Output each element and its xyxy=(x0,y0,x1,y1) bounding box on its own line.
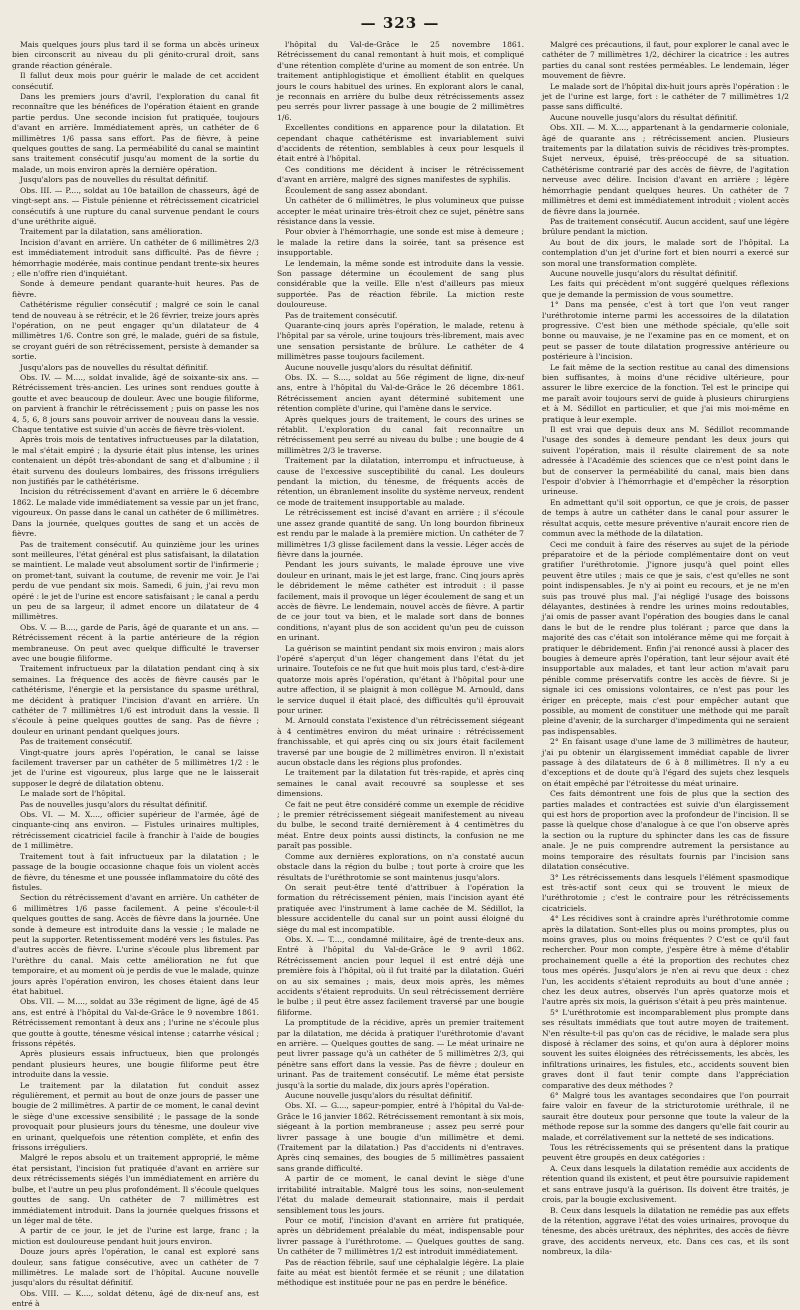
paragraph: Traitement par la dilatation, interrompu et infructueuse, à cause de l'excessive susceptibilité du canal. Les douleurs pendant la miction, du ténesme, de fréquents accès de rétention, un ébranlement insolite du système nerveux, rendent ce mode de traitement insupportable au malade. xyxy=(277,456,524,507)
paragraph: Quarante-cinq jours après l'opération, le malade, retenu à l'hôpital par sa vérole, urine toujours très-librement, mais avec une sensation persistante de brûlure. Le cathéter de 4 millimètres passe toujours facilement. xyxy=(277,320,524,362)
paragraph: Traitement tout à fait infructueux par la dilatation ; le passage de la bougie occasionne chaque fois un violent accès de fièvre, du ténesme et une poussée inflammatoire du côté des fistules. xyxy=(12,851,259,892)
paragraph: Le malade sort de l'hôpital dix-huit jours après l'opération : le jet de l'urine est large, fort : le cathéter de 7 millimètres 1/2 passe sans difficulté. xyxy=(542,81,789,112)
paragraph: 5° L'uréthrotomie est incomparablement plus prompte dans ses résultats immédiats que tout autre moyen de traitement. N'en résulte-t-il pas qu'on cas de récidive, le malade sera plus disposé à réclamer des soins, et qu'on aura à déplorer moins souvent les suites éloignées des rétrécissements, les abcès, les infiltrations urinaires, les fistules, etc., accidents souvent bien graves dont il faut tenir compte dans l'appréciation comparative des deux méthodes ? xyxy=(542,1007,789,1090)
paragraph: Un cathéter de 6 millimètres, le plus volumineux que puisse accepter le méat urinaire très-étroit chez ce sujet, pénètre sans résistance dans la vessie. xyxy=(277,196,524,226)
paragraph: Pas de traitement consécutif. Aucun accident, sauf une légère brûlure pendant la miction. xyxy=(542,216,789,237)
paragraph: Après trois mois de tentatives infructueuses par la dilatation, le mal s'était empiré ; la dysurie était plus intense, les urines contenaient un dépôt très-abondant de sang et d'albumine ; il était survenu des douleurs lombaires, des frissons irréguliers non justifiés par le cathétérisme. xyxy=(12,435,259,487)
paragraph: Cathétérisme régulier consécutif ; malgré ce soin le canal tend de nouveau à se rétrécir, et le 26 février, treize jours après l'opération, on ne peut engager qu'un dilatateur de 4 millimètres 1/6. Contre son gré, le malade, guéri de sa fistule, se croyant guéri de son rétrécissement, persiste à demander sa sortie. xyxy=(12,300,259,362)
paragraph: En admettant qu'il soit opportun, ce que je crois, de passer de temps à autre un cathéter dans le canal pour assurer le résultat acquis, cette mesure préventive n'aurait encore rien de commun avec la méthode de la dilatation. xyxy=(542,497,789,539)
text-column-right xyxy=(542,40,789,1257)
paragraph: Les faits qui précèdent m'ont suggéré quelques réflexions que je demande la permission de vous soumettre. xyxy=(542,279,789,299)
paragraph: Il est vrai que depuis deux ans M. Sédillot recommande l'usage des sondes à demeure pendant les deux jours qui suivent l'opération, mais il résulte clairement de sa note adressée à l'Académie des sciences que ce n'est point dans le but de conserver la perméabilité du canal, mais bien dans l'espoir d'obvier à l'hémorrhagie et d'empêcher la résorption urineuse. xyxy=(542,425,789,497)
paragraph: Aucune nouvelle jusqu'alors du résultat définitif. xyxy=(285,1091,473,1101)
paragraph: Pas de traitement consécutif. Au quinzième jour les urines sont meilleures, l'état général est plus satisfaisant, la dilatation se maintient. Le malade veut absolument sortir de l'infirmerie ; on promet-tant, suivant la coutume, de revenir me voir. Je l'ai perdu de vue pendant six mois. Samedi, 6 juin, j'ai revu mon opéré : le jet de l'urine est encore satisfaisant ; le canal a perdu un peu de sa largeur, il admet encore un dilatateur de 4 millimètres. xyxy=(12,539,259,622)
text-column-left xyxy=(12,40,260,1309)
paragraph: Le traitement par la dilatation fut très-rapide, et après cinq semaines le canal avait recouvré sa souplesse et ses dimensions. xyxy=(277,768,524,799)
paragraph: Obs. III. — P...., soldat au 10e bataillon de chasseurs, âgé de vingt-sept ans. — Fistule pénienne et rétrécissement cicatriciel consécutifs à une rupture du canal survenue pendant le cours d'une uréthrite aiguë. xyxy=(12,185,259,226)
paragraph: Malgré le repos absolu et un traitement approprié, le même état persistant, l'incision fut pratiquée d'avant en arrière sur deux rétrécissements siégés l'un immédiatement en arrière du bulbe, et l'autre un peu plus profondément. Il s'écoule quelques gouttes de sang. Un cathéter de 7 millimètres est immédiatement introduit. Dans la journée quelques frissons et un léger mal de tête. xyxy=(12,1153,259,1225)
paragraph: Incision du rétrécissement d'avant en arrière le 6 décembre 1862. Le malade vide immédiatement sa vessie par un jet franc, vigoureux. On passe dans le canal un cathéter de 6 millimètres. Dans la journée, quelques gouttes de sang et un accès de fièvre. xyxy=(12,487,260,539)
paragraph: Sonde à demeure pendant quarante-huit heures. Pas de fièvre. xyxy=(12,279,259,299)
paragraph: Incision d'avant en arrière. Un cathéter de 6 millimètres 2/3 est immédiatement introduit sans difficulté. Pas de fièvre ; hémorrhagie modérée, mais continue pendant trente-six heures ; elle n'offre rien d'inquiétant. xyxy=(12,237,259,278)
paragraph: 4° Les récidives sont à craindre après l'uréthrotomie comme après la dilatation. Sont-elles plus ou moins promptes, plus ou moins graves, plus ou moins fréquentes ? C'est ce qu'il faut rechercher. Pour mon compte, j'espère être à même d'établir prochainement quelle a été la proportion des rechutes chez tous mes opérés. Jusqu'alors je n'en ai revu que deux : chez l'un, les accidents s'étaient reproduits au bout d'une année ; chez les deux autres, observés l'un après quatorze mois et l'autre après six mois, la guérison s'était à peu près maintenue. xyxy=(542,914,789,1007)
paragraph: Pas de traitement consécutif. xyxy=(20,737,133,747)
page-number: — 323 — xyxy=(360,14,440,32)
paragraph: Dans les premiers jours d'avril, l'exploration du canal fit reconnaître que les bénéfices de l'opération étaient en grande partie perdus. Une seconde incision fut pratiquée, toujours d'avant en arrière. Immédiatement après, un cathéter de 6 millimètres 1/6 passa sans effort. Pas de fièvre, à peine quelques gouttes de sang. La perméabilité du canal se maintint sans traitement consécutif jusqu'au moment de la sortie du malade, un mois environ après la dernière opération. xyxy=(12,92,259,174)
paragraph: Ce fait ne peut être considéré comme un exemple de récidive ; le premier rétrécissement siégeait manifestement au niveau du bulbe, le second traité dernièrement à 4 centimètres du méat. Entre deux points aussi distincts, la confusion ne me paraît pas possible. xyxy=(277,799,524,851)
paragraph: Excellentes conditions en apparence pour la dilatation. Et cependant chaque cathétérisme est invariablement suivi d'accidents de rétention, semblables à ceux pour lesquels il était entré à l'hôpital. xyxy=(277,123,524,164)
paragraph: Le fait même de la section restitue au canal des dimensions bien suffisantes, à moins d'une récidive ultérieure, pour assurer le libre exercice de la fonction. Tel est le principe qui me paraît avoir toujours servi de guide à plusieurs chirurgiens et à M. Sédillot en particulier, et que j'ai mis moi-même en pratique à leur exemple. xyxy=(542,362,789,424)
paragraph: Obs. VI. — M. X...., officier supérieur de l'armée, âgé de cinquante-cinq ans environ. — Fistules urinaires multiples, rétrécissement cicatriciel facile à franchir à l'aide de bougies de 1 millimètre. xyxy=(12,810,259,851)
paragraph: Pendant les jours suivants, le malade éprouve une vive douleur en urinant, mais le jet est large, franc. Cinq jours après le débridement le même cathéter est introduit : il passe facilement, mais il provoque un léger écoulement de sang et un accès de fièvre. Le lendemain, nouvel accès de fièvre. A partir de ce jour tout va bien, et le malade sort dans de bonnes conditions, n'ayant plus de son accident qu'un peu de cuisson en urinant. xyxy=(277,560,524,643)
paragraph: Pour ce motif, l'incision d'avant en arrière fut pratiquée, après un débridement préalable du méat, indispensable pour livrer passage à l'uréthrotome. — Quelques gouttes de sang. Un cathéter de 7 millimètres 1/2 est introduit immédiatement. xyxy=(277,1215,524,1257)
paragraph: Mais quelques jours plus tard il se forma un abcès urineux bien circonscrit au niveau du pli génito-crural droit, sans grande réaction générale. xyxy=(12,40,259,70)
paragraph: Obs. XI. — G...., sapeur-pompier, entré à l'hôpital du Val-de-Grâce le 16 janvier 1862. Rétrécissement remontant à six mois, siégeant à la portion membraneuse ; assez peu serré pour livrer passage à une bougie d'un millimètre et demi. (Traitement par la dilatation.) Pas d'accidents ni d'entraves. Après cinq semaines, des bougies de 5 millimètres passaient sans grande difficulté. xyxy=(277,1101,524,1173)
paragraph: Obs. VII. — M...., soldat au 33e régiment de ligne, âgé de 45 ans, est entré à l'hôpital du Val-de-Grâce le 9 novembre 1861. Rétrécissement remontant à deux ans ; l'urine ne s'écoule plus que goutte à goutte, ténesme vésical intense ; catarrhe vésical ; frissons répétés. xyxy=(12,997,259,1048)
paragraph: Aucune nouvelle jusqu'alors du résultat définitif. xyxy=(550,112,738,122)
paragraph: Obs. X. — T...., condamné militaire, âgé de trente-deux ans. Entré à l'hôpital du Val-de-Grâce le 9 avril 1862. Rétrécissement ancien pour lequel il est entré déjà une première fois à l'hôpital, où il fut traité par la dilatation. Guéri on au six semaines ; mais, deux mois après, les mêmes accidents s'étaient reproduits. Un seul rétrécissement derrière le bulbe ; il peut être assez facilement traversé par une bougie filiforme. xyxy=(277,934,524,1017)
paragraph: On serait peut-être tenté d'attribuer à l'opération la formation du rétrécissement pénien, mais l'incision ayant été pratiquée avec l'instrument à lame cachée de M. Sédillot, la blessure accidentelle du canal sur un point aussi éloigné du siège du mal est incompatible. xyxy=(277,882,524,934)
paragraph: Section du rétrécissement d'avant en arrière. Un cathéter de 6 millimètres 1/6 passe facilement. A peine s'écoule-t-il quelques gouttes de sang. Accès de fièvre dans la journée. Une sonde à demeure est introduite dans la vessie ; le malade ne peut la supporter. Retentissement modéré vers les fistules. Pas d'autres accès de fièvre. L'urine s'écoule plus librement par l'urèthre du canal. Mais cette amélioration ne fut que temporaire, et au moment où je perdis de vue le malade, quinze jours après l'opération environ, les choses étaient dans leur état habituel. xyxy=(12,893,259,996)
paragraph: Au bout de dix jours, le malade sort de l'hôpital. La contemplation d'un jet d'urine fort et bien nourri a exercé sur son moral une transformation complète. xyxy=(542,237,789,268)
paragraph: Vingt-quatre jours après l'opération, le canal se laisse facilement traverser par un cathéter de 5 millimètres 1/2 : le jet de l'urine est vigoureux, plus large que ne le laisserait supposer le degré de dilatation obtenu. xyxy=(12,747,259,788)
paragraph: Jusqu'alors pas de nouvelles du résultat définitif. xyxy=(20,362,209,372)
paragraph: Aucune nouvelle jusqu'alors du résultat définitif. xyxy=(550,268,738,278)
paragraph: Tous les rétrécissements qui se présentent dans la pratique peuvent être groupés en deux catégories : xyxy=(542,1143,789,1163)
paragraph: 3° Les rétrécissements dans lesquels l'élément spasmodique est très-actif sont ceux qui se trouvent le mieux de l'uréthrotomie ; c'est le contraire pour les rétrécissements cicatriciels. xyxy=(542,872,789,913)
paragraph: M. Arnould constata l'existence d'un rétrécissement siégeant à 4 centimètres environ du méat urinaire : rétrécissement franchissable, et qui après cinq ou six jours était facilement traversé par une bougie de 2 millimètres environ. Il n'existait aucun obstacle dans les régions plus profondes. xyxy=(277,716,524,768)
paragraph: Traitement infructueux par la dilatation pendant cinq à six semaines. La fréquence des accès de fièvre causés par le cathétérisme, l'énergie et la persistance du spasme uréthral, me décident à pratiquer l'incision d'avant en arrière. Un cathéter de 7 millimètres 1/6 est introduit dans la vessie. Il s'écoule à peine quelques gouttes de sang. Pas de fièvre ; douleur en urinant pendant quelques jours. xyxy=(12,664,259,736)
paragraph: B. Ceux dans lesquels la dilatation ne remédie pas aux effets de la rétention, aggrave l'état des voies urinaires, provoque du ténesme, des abcès urétraux, des néphrites, des accès de fièvre grave, des accidents nerveux, etc. Dans ces cas, et ils sont nombreux, la dila- xyxy=(542,1205,789,1257)
paragraph: Pas de traitement consécutif. xyxy=(285,310,398,320)
paragraph: Jusqu'alors pas de nouvelles du résultat définitif. xyxy=(20,175,209,185)
paragraph: Le malade sort de l'hôpital. xyxy=(20,789,126,799)
paragraph: Obs. V. — B...., garde de Paris, âgé de quarante et un ans. — Rétrécissement récent à la partie antérieure de la région membraneuse. On peut avec quelque difficulté le traverser avec une bougie filiforme. xyxy=(12,622,259,663)
paragraph: A partir de ce jour, le jet de l'urine est large, franc ; la miction est douloureuse pendant huit jours environ. xyxy=(12,1226,259,1246)
paragraph: l'hôpital du Val-de-Grâce le 25 novembre 1861. Rétrécissement du canal remontant à huit mois, et compliqué d'une rétention complète d'urine au moment de son entrée. Un traitement antiphlogistique et émollient établit en quelques jours le cours habituel des urines. En explorant alors le canal, je reconnais en arrière du bulbe deux rétrécissements assez peu serrés pour livrer passage à une bougie de 2 millimètres 1/6. xyxy=(277,40,524,122)
paragraph: Le lendemain, la même sonde est introduite dans la vessie. Son passage détermine un écoulement de sang plus considérable que la veille. Elle n'est d'ailleurs pas mieux supportée. Pas de réaction fébrile. La miction reste douloureuse. xyxy=(277,258,524,310)
paragraph: Après plusieurs essais infructueux, bien que prolongés pendant plusieurs heures, une bougie filiforme peut être introduite dans la vessie. xyxy=(12,1049,259,1080)
paragraph: Malgré ces précautions, il faut, pour explorer le canal avec le cathéter de 7 millimètres 1/2, déchirer la cicatrice : les autres parties du canal sont restées perméables. Le lendemain, léger mouvement de fièvre. xyxy=(542,40,789,81)
paragraph: A. Ceux dans lesquels la dilatation remédie aux accidents de rétention quand ils existent, et peut être poursuivie rapidement et sans entrave jusqu'à la guérison. Ils doivent être traités, je crois, par la bougie exclusivement. xyxy=(542,1163,789,1205)
paragraph: Comme aux dernières explorations, on n'a constaté aucun obstacle dans la région du bulbe ; tout porte à croire que les résultats de l'uréthrotomie se sont maintenus jusqu'alors. xyxy=(277,851,524,882)
paragraph: 2° En faisant usage d'une lame de 3 millimètres de hauteur, j'ai pu obtenir un élargissement immédiat capable de livrer passage à des dilatateurs de 6 à 8 millimètres. Il n'y a eu d'exceptions et de doute qu'à l'égard des sujets chez lesquels on était empêché par l'étroitesse du méat urinaire. xyxy=(542,737,789,788)
paragraph: Écoulement de sang assez abondant. xyxy=(285,185,428,195)
paragraph: Obs. XII. — M. X...., appartenant à la gendarmerie coloniale, âgé de quarante ans ; rétrécissement ancien. Plusieurs traitements par la dilatation suivis de récidives très-promptes. Sujet nerveux, épuisé, très-préoccupé de sa situation. Cathétérisme contrarié par des accès de fièvre, de l'agitation nerveuse avec délire. Incision d'avant en arrière ; légère hémorrhagie pendant quelques heures. Un cathéter de 7 millimètres et demi est immédiatement introduit ; violent accès de fièvre dans la journée. xyxy=(542,123,789,216)
paragraph: Douze jours après l'opération, le canal est exploré sans douleur, sans fatigue consécutive, avec un cathéter de 7 millimètres. Le malade sort de l'hôpital. Aucune nouvelle jusqu'alors du résultat définitif. xyxy=(12,1247,259,1288)
paragraph: Pour obvier à l'hémorrhagie, une sonde est mise à demeure ; le malade la retire dans la soirée, tant sa présence est insupportable. xyxy=(277,227,524,258)
paragraph: Obs. VIII. — K...., soldat détenu, âgé de dix-neuf ans, est entré à xyxy=(12,1288,259,1309)
paragraph: Aucune nouvelle jusqu'alors du résultat définitif. xyxy=(285,362,473,372)
text-column-middle xyxy=(277,40,524,1288)
paragraph: Ces faits démontrent une fois de plus que la section des parties malades et contractées est suivie d'un élargissement qui est hors de proportion avec la profondeur de l'incision. Il se passe là quelque chose d'analogue à ce que l'on observe après la section ou la rupture du sphincter dans les cas de fissure anale. Je ne puis comprendre autrement la persistance au moins temporaire des résultats fournis par l'incision sans dilatation consécutive. xyxy=(542,789,789,872)
paragraph: Obs. IV. — M...., soldat invalide, âgé de soixante-six ans. — Rétrécissement très-ancien. Les urines sont rendues goutte à goutte et avec beaucoup de douleur. Avec une bougie filiforme, on parvient à franchir le rétrécissement ; puis on passe les nos 4, 5, 6, 8 jours sans pouvoir arriver de nouveau dans la vessie. Chaque tentative est suivie d'un accès de fièvre très-violent. xyxy=(12,373,259,435)
paragraph: 1° Dans ma pensée, c'est à tort que l'on veut ranger l'uréthrotomie interne parmi les accessoires de la dilatation progressive. C'est bien une méthode spéciale, qu'elle soit bonne ou mauvaise, je ne l'examine pas en ce moment, et on peut se passer de toute dilatation progressive antérieure ou postérieure à l'incision. xyxy=(542,300,789,362)
paragraph: Le traitement par la dilatation fut conduit assez régulièrement, et permit au bout de onze jours de passer une bougie de 2 millimètres. A partir de ce moment, le canal devint le siège d'une excessive sensibilité ; le passage de la sonde provoquait pour plusieurs jours du ténesme, une douleur vive en urinant, quelquefois une rétention complète, et enfin des frissons irréguliers. xyxy=(12,1080,259,1153)
paragraph: 6° Malgré tous les avantages secondaires que l'on pourrait faire valoir en faveur de la stricturotomie uréthrale, il ne saurait être douteux pour personne que toute la valeur de la méthode repose sur la somme des dangers qu'elle fait courir au malade, et corrélativement sur la netteté de ses indications. xyxy=(542,1091,789,1142)
paragraph: Pas de réaction fébrile, sauf une céphalalgie légère. La plaie faite au méat est bientôt fermée et se réunit ; une dilatation méthodique est instituée pour ne pas en perdre le bénéfice. xyxy=(277,1257,524,1288)
paragraph: Le rétrécissement est incisé d'avant en arrière ; il s'écoule une assez grande quantité de sang. Un long bourdon fibrineux est rendu par le malade à la première miction. Un cathéter de 7 millimètres 1/3 glisse facilement dans la vessie. Léger accès de fièvre dans la journée. xyxy=(277,508,524,559)
paragraph: A partir de ce moment, le canal devint le siège d'une irritabilité intraitable. Malgré tous les soins, non-seulement l'état du malade demeurait stationnaire, mais il perdait sensiblement tous les jours. xyxy=(277,1174,524,1215)
paragraph: Obs. IX. — S...., soldat au 56e régiment de ligne, dix-neuf ans, entre à l'hôpital du Val-de-Grâce le 26 décembre 1861. Rétrécissement ancien ayant déterminé subitement une rétention complète d'urine, qui l'amène dans le service. xyxy=(277,373,524,414)
paragraph: La guérison se maintint pendant six mois environ ; mais alors l'opéré s'aperçut d'un léger changement dans l'état du jet urinaire. Toutefois ce ne fut que huit mois plus tard, c'est-à-dire quatorze mois après l'opération, qu'étant à l'hôpital pour une autre affection, il se plaignit à mon collègue M. Arnould, dans le service duquel il était placé, des difficultés qu'il éprouvait pour uriner. xyxy=(277,643,524,715)
paragraph: Il fallut deux mois pour guérir le malade de cet accident consécutif. xyxy=(12,71,259,91)
paragraph: Ceci me conduit à faire des réserves au sujet de la période préparatoire et de la période complémentaire dont on veut gratifier l'uréthrotomie. J'ignore jusqu'à quel point elles peuvent être utiles ; mais ce que je sais, c'est qu'elles ne sont point indispensables. Je n'y ai point eu recours, et je ne m'en suis pas trouvé plus mal. J'ai négligé l'usage des boissons délayantes, destinées à rendre les urines moins redoutables, j'ai omis de passer avant l'opération des bougies dans le canal dans le but de le rendre plus tolérant ; parce que dans la majorité des cas c'était son intolérance même qui me forçait à pratiquer le débridement. Enfin j'ai renoncé aussi à placer des bougies à demeure après l'opération, tant leur séjour avait été insupportable aux malades, et tant leur action m'avait paru pénible comme préservatifs contre les accès de fièvre. Si je signale ici ces omissions volontaires, ce n'est pas pour les ériger en précepte, mais c'est pour empêcher autant que possible, au moment de constituer une méthode qui me paraît pleine d'avenir, de la surcharger d'impedimenta qui ne seraient pas indispensables. xyxy=(542,539,789,736)
paragraph: Ces conditions me décident à inciser le rétrécissement d'avant en arrière, malgré des signes manifestes de syphilis. xyxy=(277,164,524,185)
paragraph: Traitement par la dilatation, sans amélioration. xyxy=(20,227,203,237)
paragraph: Après quelques jours de traitement, le cours des urines se rétablit. L'exploration du canal fait reconnaître un rétrécissement peu serré au niveau du bulbe ; une bougie de 4 millimètres 2/3 le traverse. xyxy=(277,414,524,455)
paragraph: Pas de nouvelles jusqu'alors du résultat définitif. xyxy=(20,799,208,809)
paragraph: La promptitude de la récidive, après un premier traitement par la dilatation, me décida à pratiquer l'uréthrotomie d'avant en arrière. — Quelques gouttes de sang. — Le méat urinaire ne peut livrer passage qu'à un cathéter de 5 millimètres 2/3, qui pénètre sans effort dans la vessie. Pas de fièvre ; douleur en urinant. Pas de traitement consécutif. Le même état persiste jusqu'à la sortie du malade, dix jours après l'opération. xyxy=(277,1018,524,1090)
